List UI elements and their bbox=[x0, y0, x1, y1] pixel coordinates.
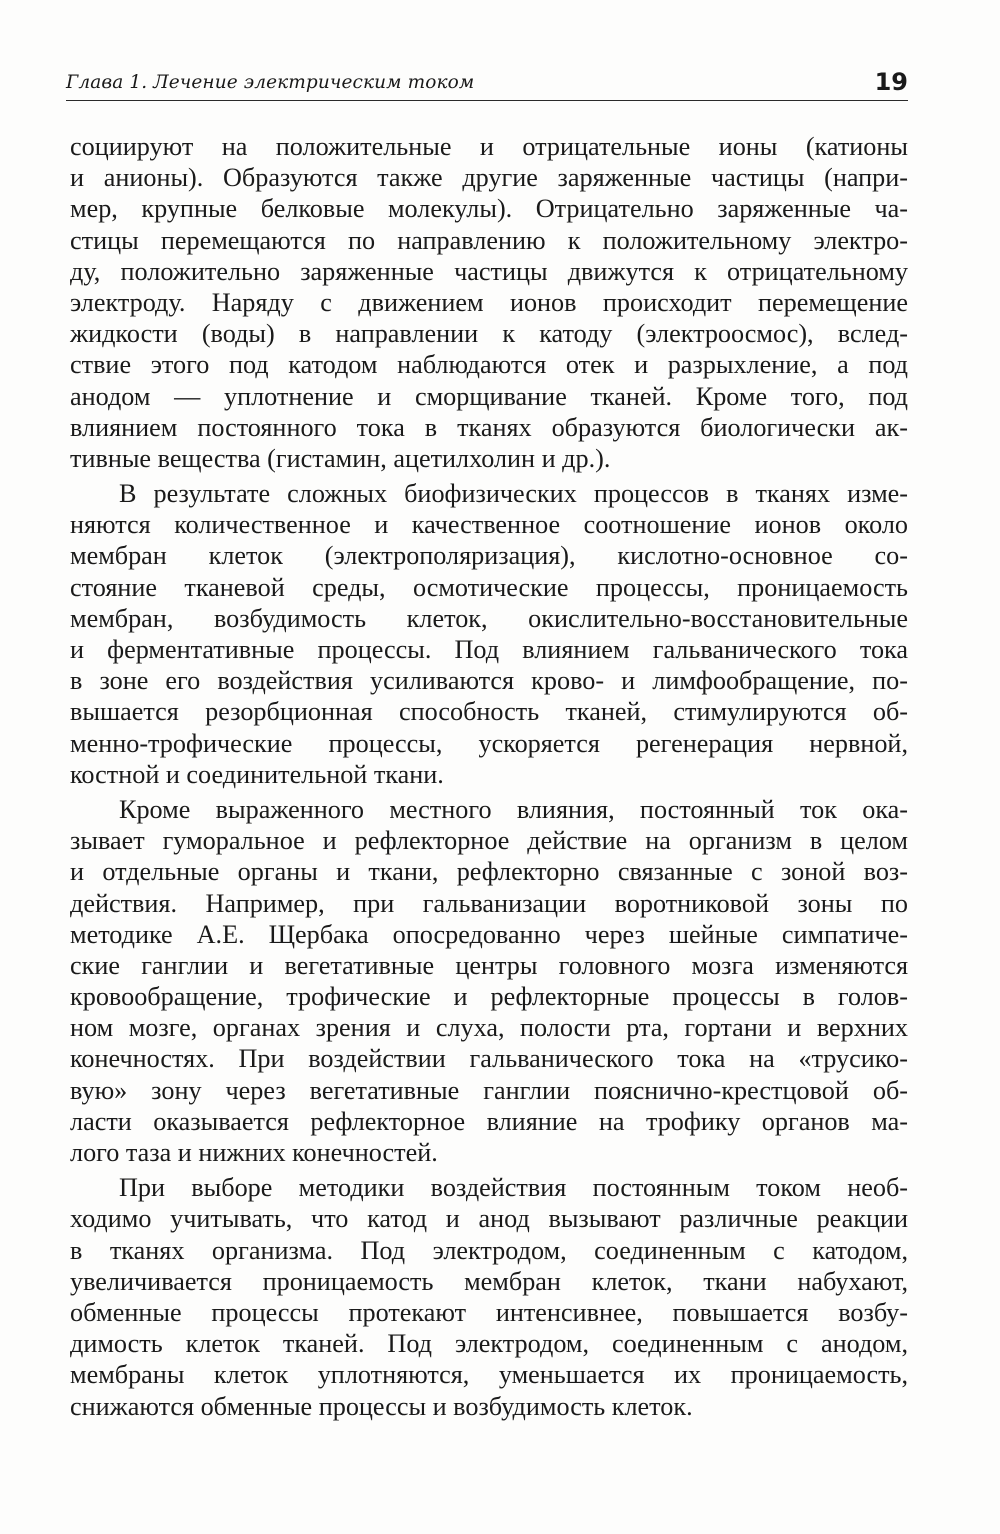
text-line: ходимо учитывать, что катод и анод вызывают различные реакции bbox=[70, 1204, 908, 1234]
text-line: Кроме выраженного местного влияния, постоянный ток ока- bbox=[119, 794, 908, 824]
text-line: менно-трофические процессы, ускоряется регенерация нервной, bbox=[70, 728, 908, 758]
text-line: костной и соединительной ткани. bbox=[70, 759, 444, 789]
text-line: увеличивается проницаемость мембран клеток, ткани набухают, bbox=[70, 1266, 908, 1296]
text-line: в тканях организма. Под электродом, соединенным с катодом, bbox=[70, 1235, 908, 1265]
text-line: вышается резорбционная способность тканей, стимулируются об- bbox=[70, 697, 908, 727]
text-line: димость клеток тканей. Под электродом, соединенным с анодом, bbox=[70, 1329, 908, 1359]
text-line: социируют на положительные и отрицательные ионы (катионы bbox=[70, 132, 908, 161]
text-line: и отдельные органы и ткани, рефлекторно связанные с зоной воз- bbox=[70, 857, 908, 887]
body-text bbox=[70, 131, 908, 1422]
paragraph-4 bbox=[70, 1172, 908, 1422]
text-line: и ферментативные процессы. Под влиянием гальванического тока bbox=[70, 635, 908, 664]
text-line: мембраны клеток уплотняются, уменьшается их проницаемость, bbox=[70, 1360, 908, 1390]
chapter-title: Глава 1. Лечение электрическим током bbox=[66, 72, 475, 93]
running-header bbox=[66, 64, 908, 101]
text-line: жидкости (воды) в направлении к катоду (электроосмос), вслед- bbox=[70, 319, 908, 349]
text-line: действия. Например, при гальванизации воротниковой зоны по bbox=[70, 888, 908, 918]
text-line: анодом — уплотнение и сморщивание тканей. Кроме того, под bbox=[70, 381, 908, 411]
text-line: электроду. Наряду с движением ионов происходит перемещение bbox=[70, 287, 908, 317]
text-line: В результате сложных биофизических процессов в тканях изме- bbox=[119, 479, 908, 509]
text-line: зывает гуморальное и рефлекторное действие на организм в целом bbox=[70, 826, 908, 856]
text-line: влиянием постоянного тока в тканях образуются биологически ак- bbox=[70, 412, 908, 442]
text-line: ласти оказывается рефлекторное влияние на трофику органов ма- bbox=[70, 1106, 908, 1136]
paragraph-1 bbox=[70, 131, 908, 474]
text-line: стояние тканевой среды, осмотические процессы, проницаемость bbox=[70, 572, 908, 602]
paragraph-3 bbox=[70, 794, 908, 1168]
text-line: няются количественное и качественное соотношение ионов около bbox=[70, 510, 908, 540]
text-line: снижаются обменные процессы и возбудимость клеток. bbox=[70, 1391, 693, 1421]
text-line: стицы перемещаются по направлению к положительному электро- bbox=[70, 225, 908, 255]
text-line: методике А.Е. Щербака опосредованно через шейные симпатиче- bbox=[70, 919, 908, 949]
text-line: обменные процессы протекают интенсивнее, повышается возбу- bbox=[70, 1297, 908, 1327]
text-line: в зоне его воздействия усиливаются крово- и лимфообращение, по- bbox=[70, 666, 908, 696]
page-number: 19 bbox=[874, 68, 908, 96]
text-line: При выборе методики воздействия постоянным током необ- bbox=[119, 1173, 908, 1203]
text-line: вую» зону через вегетативные ганглии пояснично-крестцовой об- bbox=[70, 1075, 908, 1105]
text-line: ские ганглии и вегетативные центры головного мозга изменяются bbox=[70, 950, 908, 980]
text-line: ствие этого под катодом наблюдаются отек и разрыхление, а под bbox=[70, 350, 908, 380]
text-line: мембран клеток (электрополяризация), кислотно-основное со- bbox=[70, 541, 908, 571]
text-line: кровообращение, трофические и рефлекторные процессы в голов- bbox=[70, 982, 908, 1012]
text-line: ду, положительно заряженные частицы движутся к отрицательному bbox=[70, 256, 908, 286]
text-line: ном мозге, органах зрения и слуха, полости рта, гортани и верхних bbox=[70, 1013, 908, 1043]
text-line: мембран, возбудимость клеток, окислительно-восстановительные bbox=[70, 603, 908, 633]
text-line: тивные вещества (гистамин, ацетилхолин и др.). bbox=[70, 443, 611, 473]
text-line: конечностях. При воздействии гальванического тока на «трусико- bbox=[70, 1044, 908, 1074]
paragraph-2 bbox=[70, 478, 908, 790]
text-line: и анионы). Образуются также другие заряженные частицы (напри- bbox=[70, 163, 908, 193]
text-line: мер, крупные белковые молекулы). Отрицательно заряженные ча- bbox=[70, 194, 908, 224]
text-line: лого таза и нижних конечностей. bbox=[70, 1138, 438, 1167]
